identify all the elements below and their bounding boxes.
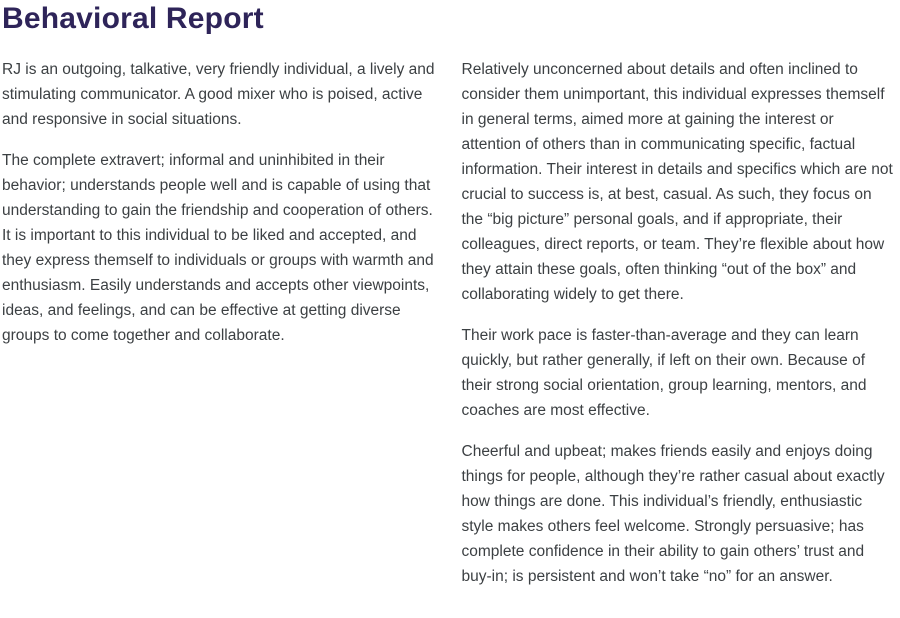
report-paragraph: The complete extravert; informal and uninhibited in their behavior; understands people well and is capable of using that understanding to gain the friendship and cooperation of others. It is important to this individual to be liked and accepted, and they express themself to individuals or groups with warmth and enthusiasm. Easily understands and accepts other viewpoints, ideas, and feelings, and can be effective at getting diverse groups to come together and collaborate.: [2, 152, 434, 344]
report-paragraph: Their work pace is faster-than-average and they can learn quickly, but rather generally, if left on their own. Because of their strong social orientation, group learning, mentors, and coaches are most effective.: [461, 327, 867, 419]
report-columns: [2, 57, 894, 589]
report-paragraph: Relatively unconcerned about details and often inclined to consider them unimportant, this individual expresses themself in general terms, aimed more at gaining the interest or attention of others than in communicating specific, factual information. Their interest in details and specifics which are not crucial to success is, at best, casual. As such, they focus on the “big picture” personal goals, and if appropriate, their colleagues, direct reports, or team. They’re flexible about how they attain these goals, often thinking “out of the box” and collaborating widely to get there.: [461, 61, 893, 303]
report-paragraph: RJ is an outgoing, talkative, very friendly individual, a lively and stimulating communicator. A good mixer who is poised, active and responsive in social situations.: [2, 61, 435, 128]
report-column-left: [2, 57, 435, 589]
report-paragraph: Cheerful and upbeat; makes friends easily and enjoys doing things for people, although they’re rather casual about exactly how things are done. This individual’s friendly, enthusiastic style makes others feel welcome. Strongly persuasive; has complete confidence in their ability to gain others’ trust and buy-in; is persistent and won’t take “no” for an answer.: [461, 443, 885, 585]
report-column-right: [462, 57, 895, 589]
page-title: Behavioral Report: [2, 2, 264, 35]
